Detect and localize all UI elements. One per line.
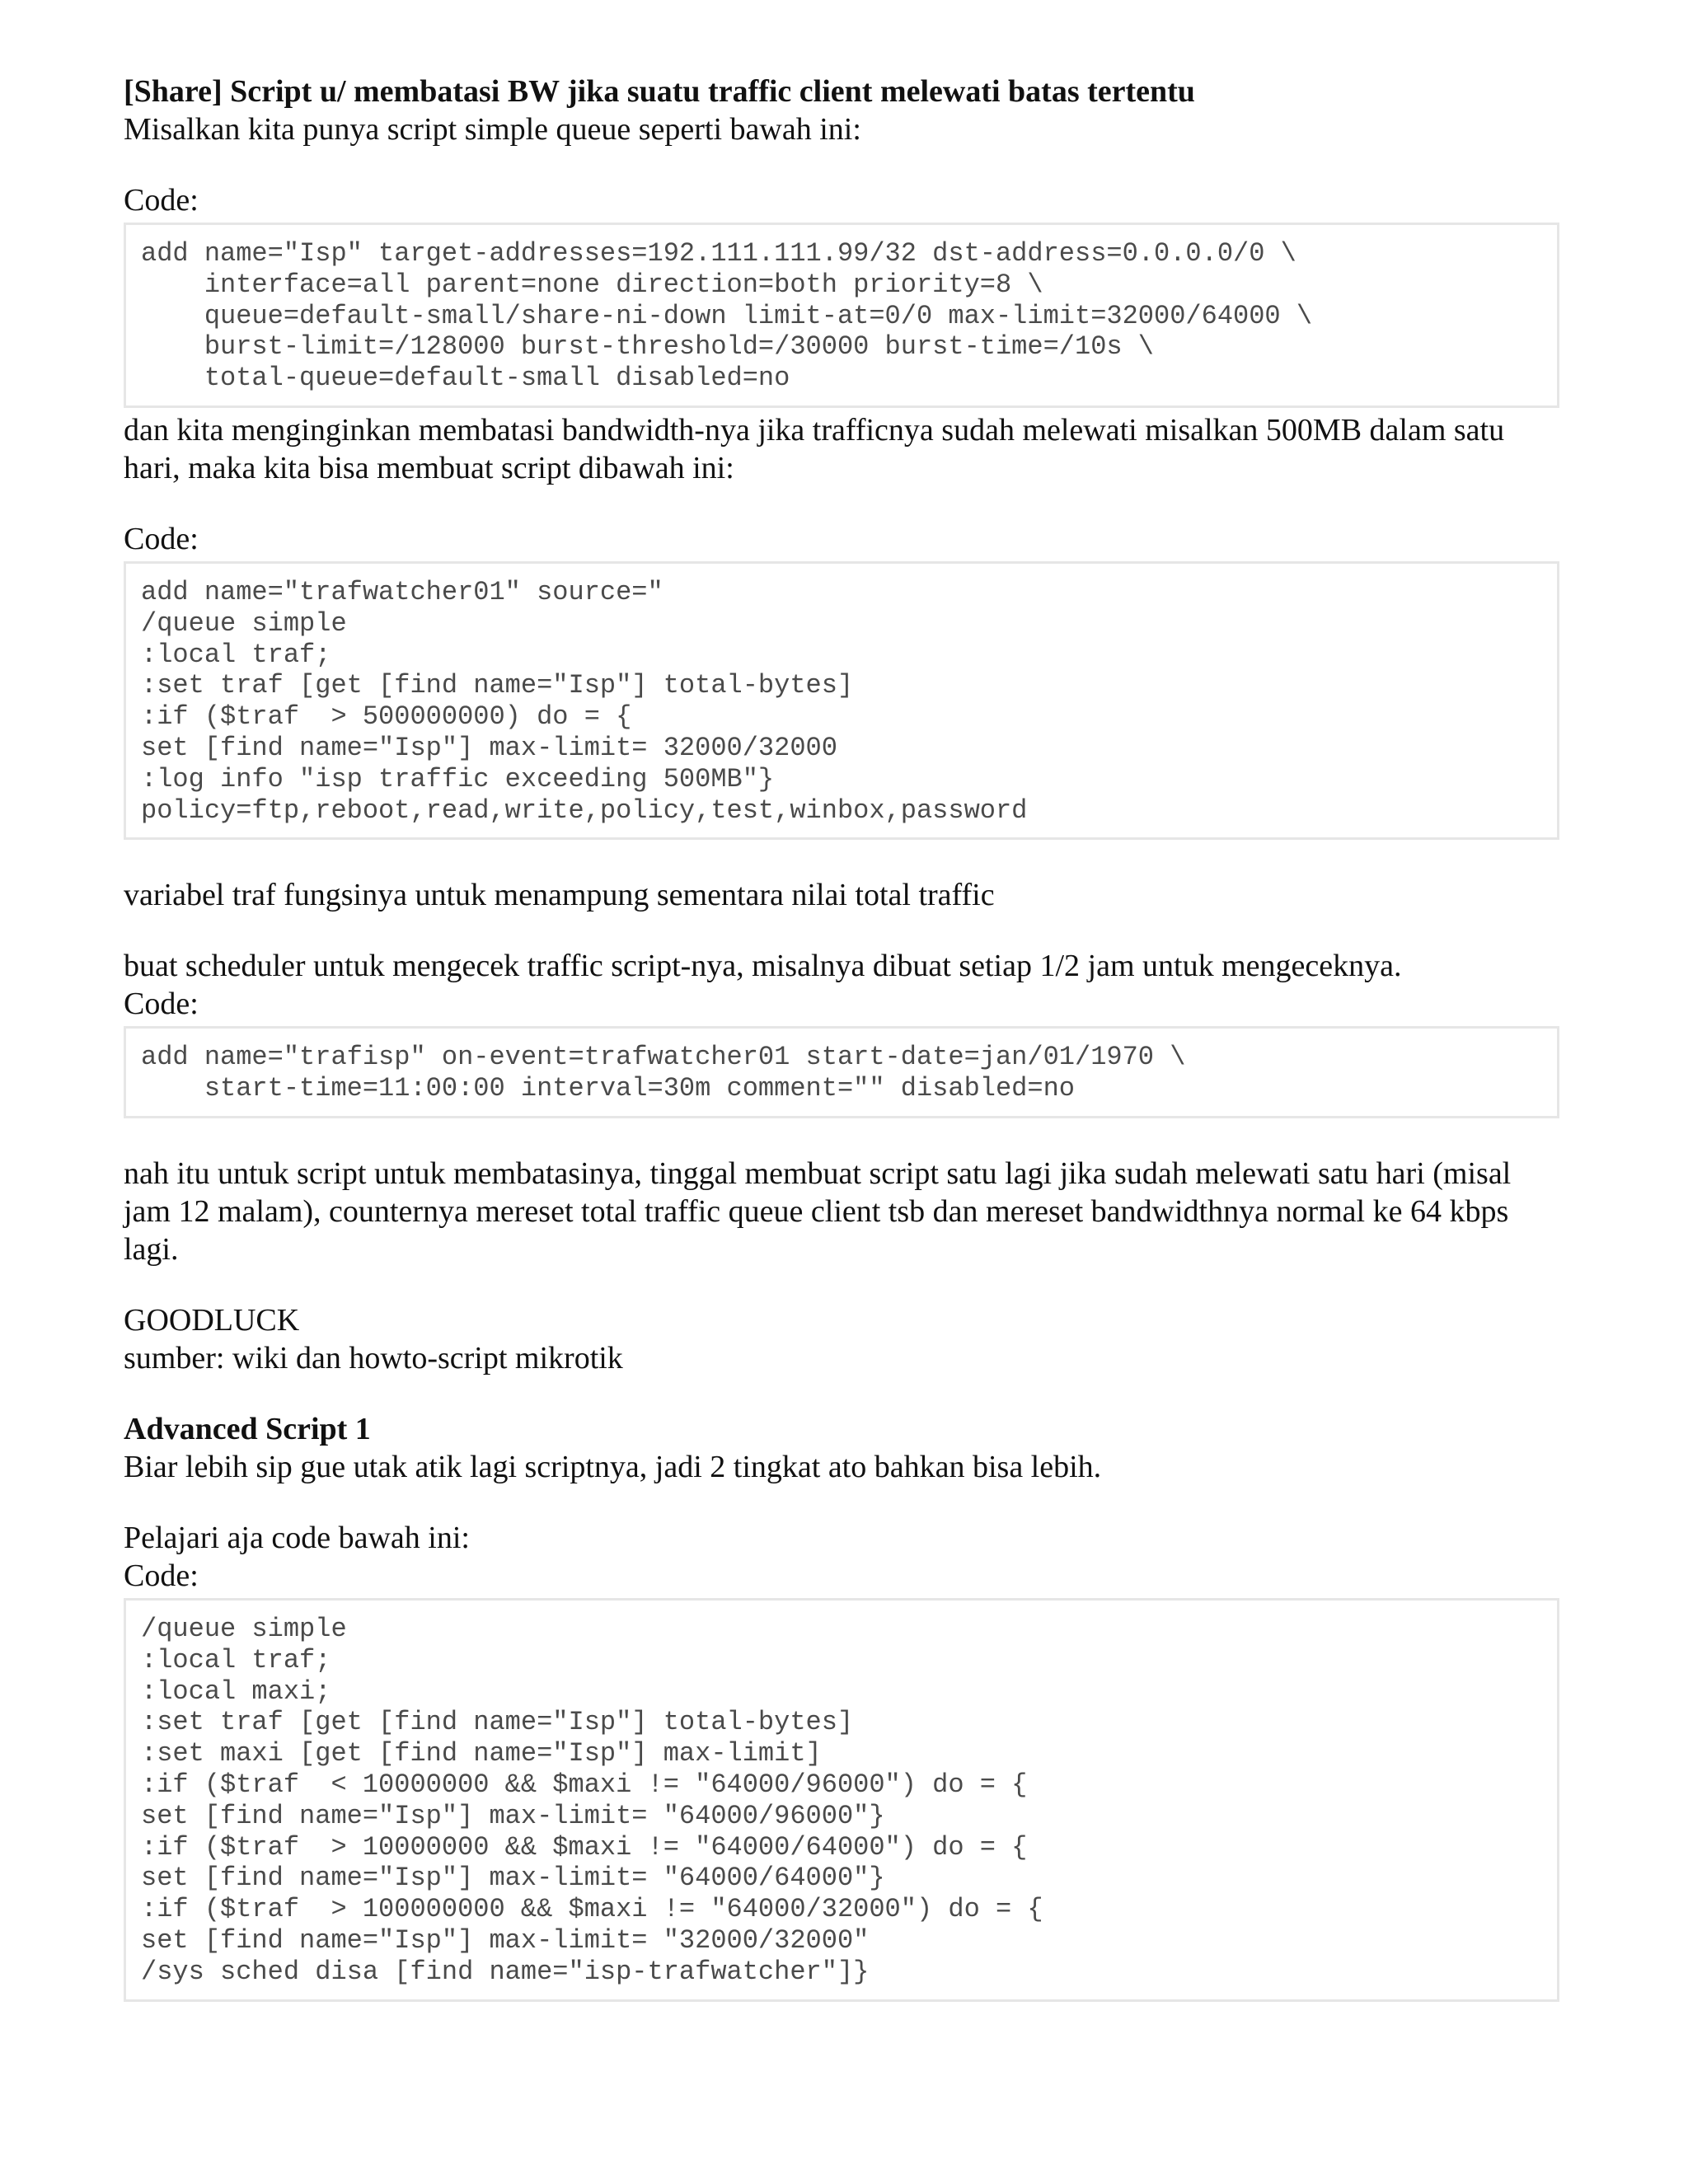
code-label: Code: [124, 987, 199, 1022]
source-text: sumber: wiki dan howto-script mikrotik [124, 1340, 623, 1376]
intro-text: Misalkan kita punya script simple queue seperti bawah ini: [124, 112, 861, 147]
code-block-scheduler[interactable] [124, 1026, 1559, 1118]
code-text[interactable]: add name="trafisp" on-event=trafwatcher01 start-date=jan/01/1970 \ start-time=11:00:00 interval=30m comment="" disabled=no [141, 1042, 1186, 1104]
paragraph-scheduler: buat scheduler untuk mengecek traffic script-nya, misalnya dibuat setiap 1/2 jam untuk mengeceknya. [124, 949, 1402, 984]
spacer [124, 843, 1561, 876]
spacer [124, 1377, 1561, 1410]
code-label: Code: [124, 1558, 199, 1593]
paragraph-advanced: Biar lebih sip gue utak atik lagi scriptnya, jadi 2 tingkat ato bahkan bisa lebih. [124, 1449, 1102, 1484]
code-block-advanced[interactable] [124, 1598, 1559, 2002]
spacer [124, 1268, 1561, 1301]
paragraph-study-code: Pelajari aja code bawah ini: [124, 1520, 470, 1555]
spacer [124, 1486, 1561, 1519]
spacer [124, 487, 1561, 520]
spacer [124, 148, 1561, 181]
section-title: Advanced Script 1 [124, 1411, 371, 1446]
paragraph-bandwidth-limit: dan kita menginginkan membatasi bandwidth-nya jika trafficnya sudah melewati misalkan 500MB dalam satu hari, maka kita bisa membuat script dibawah ini: [124, 412, 1512, 485]
document-page [124, 73, 1561, 2005]
code-text[interactable]: /queue simple :local traf; :local maxi; :set traf [get [find name="Isp"] total-bytes] :set maxi [get [find name="Isp"] max-limit] :if ($traf < 10000000 && $maxi != "64000/96000") do = { set [find name="Isp"] max-limit= "64000/96000"} :if ($traf > 10000000 && $maxi != "64000/64000") do = { set [find name="Isp"] max-limit= "64000/64000"} :if ($traf > 100000000 && $maxi != "64000/32000") do = { set [find name="Isp"] max-limit= "32000/32000" /sys sched disa [find name="isp-trafwatcher"]} [141, 1613, 1043, 1987]
code-block-queue[interactable] [124, 223, 1559, 408]
code-text[interactable]: add name="trafwatcher01" source=" /queue simple :local traf; :set traf [get [find name="Isp"] total-bytes] :if ($traf > 500000000) do = { set [find name="Isp"] max-limit= 32000/32000 :log info "isp traffic exceeding 500MB"} policy=ftp,reboot,read,write,policy,test,winbox,password [141, 576, 1028, 826]
goodluck-text: GOODLUCK [124, 1302, 300, 1338]
code-text[interactable]: add name="Isp" target-addresses=192.111.111.99/32 dst-address=0.0.0.0/0 \ interface=all parent=none direction=both priority=8 \ queue=default-small/share-ni-down limit-at=0/0 max-limit=32000/64000 \ burst-limit=/128000 burst-threshold=/30000 burst-time=/10s \ total-queue=default-small disabled=no [141, 238, 1313, 394]
spacer [124, 1122, 1561, 1155]
code-label: Code: [124, 183, 199, 218]
paragraph-reset: nah itu untuk script untuk membatasinya, tinggal membuat script satu lagi jika sudah melewati satu hari (misal jam 12 malam), counternya mereset total traffic queue client tsb dan mereset bandwidthnya normal ke 64 kbps lagi. [124, 1155, 1519, 1267]
code-label: Code: [124, 521, 199, 556]
code-block-trafwatcher[interactable] [124, 561, 1559, 840]
post-title: [Share] Script u/ membatasi BW jika suatu traffic client melewati batas tertentu [124, 74, 1195, 109]
spacer [124, 914, 1561, 947]
paragraph-variable-traf: variabel traf fungsinya untuk menampung sementara nilai total traffic [124, 878, 995, 913]
